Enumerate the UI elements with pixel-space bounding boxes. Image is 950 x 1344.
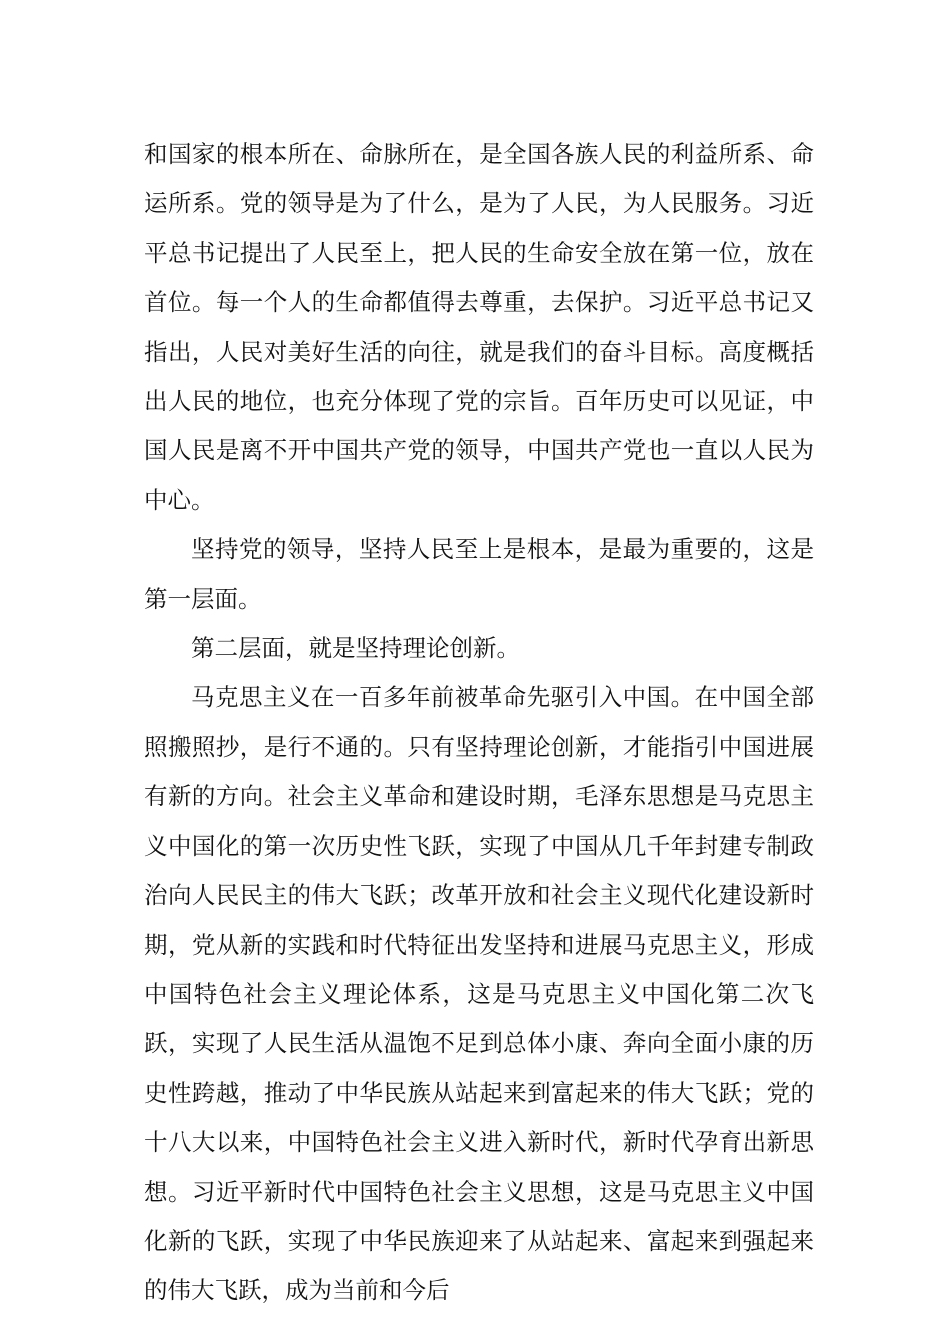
paragraph-marxism-history: 马克思主义在一百多年前被革命先驱引入中国。在中国全部照搬照抄，是行不通的。只有坚持理论创新，才能指引中国进展有新的方向。社会主义革命和建设时期，毛泽东思想是马克思主义中国化的第一次历史性飞跃，实现了中国从几千年封建专制政治向人民民主的伟大飞跃；改革开放和社会主义现代化建设新时期，党从新的实践和时代特征出发坚持和进展马克思主义，形成中国特色社会主义理论体系，这是马克思主义中国化第二次飞跃，实现了人民生活从温饱不足到总体小康、奔向全面小康的历史性跨越，推动了中华民族从站起来到富起来的伟大飞跃；党的十八大以来，中国特色社会主义进入新时代，新时代孕育出新思想。习近平新时代中国特色社会主义思想，这是马克思主义中国化新的飞跃，实现了中华民族迎来了从站起来、富起来到强起来的伟大飞跃，成为当前和今后 (144, 683, 814, 1305)
body-text (144, 130, 814, 1316)
paragraph-first-level: 坚持党的领导，坚持人民至上是根本，是最为重要的，这是第一层面。 (144, 535, 814, 613)
paragraph-continuation: 和国家的根本所在、命脉所在，是全国各族人民的利益所系、命运所系。党的领导是为了什么，是为了人民，为人民服务。习近平总书记提出了人民至上，把人民的生命安全放在第一位，放在首位。每一个人的生命都值得去尊重，去保护。习近平总书记又指出，人民对美好生活的向往，就是我们的奋斗目标。高度概括出人民的地位，也充分体现了党的宗旨。百年历史可以见证，中国人民是离不开中国共产党的领导，中国共产党也一直以人民为中心。 (144, 140, 814, 514)
paragraph-second-level-heading: 第二层面，就是坚持理论创新。 (191, 634, 520, 663)
